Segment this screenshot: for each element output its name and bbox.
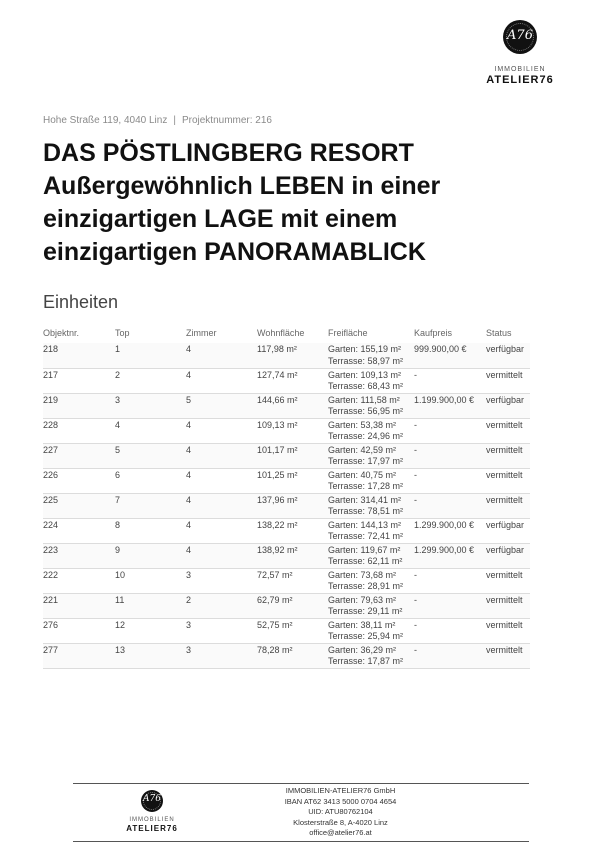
cell-top-top: 5: [115, 444, 121, 455]
cell-freiflaeche: [328, 443, 414, 468]
footer-uid: UID: ATU80762104: [308, 807, 373, 816]
cell-kaufpreis: [414, 593, 486, 618]
cell-status: [486, 443, 530, 468]
cell-kaufpreis: [414, 568, 486, 593]
cell-status-status: verfügbar: [486, 394, 525, 405]
cell-status: [486, 493, 530, 518]
cell-objektnr-obj: 222: [43, 569, 59, 580]
footer-monogram-icon: [141, 790, 163, 812]
cell-freiflaeche-garten: Garten: 36,29 m²: [328, 644, 397, 655]
cell-status: [486, 618, 530, 643]
cell-wohnflaeche: [257, 568, 328, 593]
cell-zimmer-zimmer: 3: [186, 644, 192, 655]
cell-objektnr-obj: 224: [43, 519, 59, 530]
cell-objektnr-obj: 226: [43, 469, 59, 480]
footer-logo: [122, 790, 182, 833]
cell-zimmer: [186, 568, 257, 593]
cell-objektnr: [43, 443, 115, 468]
cell-freiflaeche-garten: Garten: 79,63 m²: [328, 594, 397, 605]
footer-divider-bottom: [73, 841, 529, 842]
col-zimmer: Zimmer: [186, 328, 217, 338]
cell-top-top: 6: [115, 469, 121, 480]
cell-wohnflaeche-wohnflaeche: 138,92 m²: [257, 544, 298, 555]
cell-status: [486, 343, 530, 368]
cell-objektnr: [43, 343, 115, 368]
cell-status-status: vermittelt: [486, 494, 523, 505]
cell-zimmer: [186, 418, 257, 443]
cell-freiflaeche-garten: Garten: 42,59 m²: [328, 444, 397, 455]
table-header-row: [43, 328, 530, 343]
cell-objektnr: [43, 418, 115, 443]
cell-wohnflaeche-wohnflaeche: 117,98 m²: [257, 344, 297, 354]
cell-freiflaeche-terrasse: Terrasse: 68,43 m²: [328, 381, 404, 391]
cell-kaufpreis: [414, 518, 486, 543]
cell-zimmer: [186, 493, 257, 518]
cell-zimmer: [186, 468, 257, 493]
cell-status: [486, 593, 530, 618]
brand-monogram: A76: [507, 28, 533, 43]
cell-status: [486, 468, 530, 493]
cell-objektnr-obj: 228: [43, 419, 59, 430]
table-row: [43, 468, 530, 493]
cell-status-status: vermittelt: [486, 419, 523, 430]
title-line: einzigartigen LAGE mit einem: [43, 205, 398, 233]
cell-kaufpreis-kaufpreis: -: [414, 469, 417, 480]
cell-zimmer: [186, 343, 257, 368]
cell-objektnr: [43, 518, 115, 543]
cell-top-top: 11: [115, 594, 125, 605]
cell-top: [115, 518, 186, 543]
col-wohnflaeche: Wohnfläche: [257, 328, 305, 338]
brand-logo: [486, 20, 554, 86]
cell-top: [115, 568, 186, 593]
cell-wohnflaeche: [257, 643, 328, 668]
cell-kaufpreis-kaufpreis: -: [414, 644, 417, 655]
footer-address: Klosterstraße 8, A-4020 Linz: [293, 817, 388, 827]
project-address: Hohe Straße 119, 4040 Linz: [43, 115, 168, 126]
col-kaufpreis: Kaufpreis: [414, 328, 453, 338]
cell-objektnr: [43, 368, 115, 393]
cell-wohnflaeche-wohnflaeche: 137,96 m²: [257, 494, 298, 505]
project-meta: [43, 115, 272, 126]
cell-zimmer-zimmer: 2: [186, 594, 192, 605]
cell-top: [115, 343, 186, 368]
cell-kaufpreis-kaufpreis: 1.299.900,00 €: [414, 519, 475, 530]
cell-status-status: verfügbar: [486, 344, 525, 354]
cell-freiflaeche-garten: Garten: 155,19 m²: [328, 344, 402, 354]
cell-freiflaeche: [328, 543, 414, 568]
cell-objektnr: [43, 593, 115, 618]
cell-top: [115, 643, 186, 668]
cell-freiflaeche-terrasse: Terrasse: 29,11 m²: [328, 606, 403, 616]
cell-top: [115, 368, 186, 393]
cell-freiflaeche: [328, 568, 414, 593]
cell-top: [115, 593, 186, 618]
cell-freiflaeche: [328, 393, 414, 418]
cell-freiflaeche: [328, 368, 414, 393]
table-row: [43, 418, 530, 443]
cell-objektnr: [43, 618, 115, 643]
cell-status: [486, 518, 530, 543]
footer-iban: IBAN AT62 3413 5000 0704 4654: [284, 796, 397, 806]
cell-objektnr-obj: 277: [43, 644, 59, 655]
table-row: [43, 493, 530, 518]
cell-wohnflaeche: [257, 418, 328, 443]
cell-kaufpreis-kaufpreis: -: [414, 594, 417, 605]
table-row: [43, 343, 530, 368]
footer-contact: [268, 786, 413, 839]
cell-status-status: vermittelt: [486, 444, 523, 455]
cell-zimmer-zimmer: 4: [186, 519, 192, 530]
cell-freiflaeche-garten: Garten: 111,58 m²: [328, 394, 400, 405]
cell-wohnflaeche-wohnflaeche: 101,25 m²: [257, 469, 298, 480]
cell-kaufpreis: [414, 543, 486, 568]
cell-status-status: vermittelt: [486, 644, 523, 655]
cell-objektnr-obj: 217: [43, 369, 59, 380]
cell-freiflaeche: [328, 593, 414, 618]
cell-top: [115, 543, 186, 568]
cell-objektnr-obj: 276: [43, 619, 59, 630]
cell-wohnflaeche-wohnflaeche: 52,75 m²: [257, 619, 293, 630]
cell-top-top: 13: [115, 644, 126, 655]
cell-status-status: vermittelt: [486, 369, 523, 380]
cell-wohnflaeche-wohnflaeche: 138,22 m²: [257, 519, 298, 530]
cell-top: [115, 443, 186, 468]
cell-zimmer-zimmer: 4: [186, 369, 192, 380]
cell-top-top: 8: [115, 519, 121, 530]
footer-brand-name: ATELIER76: [126, 824, 178, 833]
cell-status: [486, 418, 530, 443]
cell-kaufpreis: [414, 418, 486, 443]
cell-top-top: 9: [115, 544, 121, 555]
cell-objektnr-obj: 223: [43, 544, 59, 555]
cell-wohnflaeche: [257, 543, 328, 568]
table-row: [43, 593, 530, 618]
cell-kaufpreis-kaufpreis: 1.199.900,00 €: [414, 394, 475, 405]
cell-freiflaeche-garten: Garten: 40,75 m²: [328, 469, 397, 480]
cell-kaufpreis-kaufpreis: -: [414, 419, 417, 430]
cell-top: [115, 618, 186, 643]
footer-email[interactable]: office@atelier76.at: [309, 828, 372, 837]
cell-kaufpreis: [414, 368, 486, 393]
cell-freiflaeche: [328, 518, 414, 543]
cell-freiflaeche-terrasse: Terrasse: 17,28 m²: [328, 481, 404, 491]
table-row: [43, 643, 530, 668]
cell-objektnr: [43, 468, 115, 493]
cell-wohnflaeche-wohnflaeche: 109,13 m²: [257, 419, 298, 430]
cell-wohnflaeche: [257, 368, 328, 393]
cell-objektnr-obj: 227: [43, 444, 59, 455]
cell-freiflaeche-garten: Garten: 144,13 m²: [328, 519, 402, 530]
cell-top-top: 2: [115, 369, 121, 380]
table-row: [43, 518, 530, 543]
cell-status-status: vermittelt: [486, 469, 523, 480]
project-number: Projektnummer: 216: [181, 115, 272, 126]
cell-top-top: 12: [115, 619, 126, 630]
cell-objektnr: [43, 393, 115, 418]
cell-kaufpreis-kaufpreis: -: [414, 444, 417, 455]
cell-zimmer: [186, 593, 257, 618]
cell-status-status: vermittelt: [486, 569, 523, 580]
cell-kaufpreis: [414, 443, 486, 468]
cell-zimmer-zimmer: 4: [186, 544, 192, 555]
cell-kaufpreis: [414, 393, 486, 418]
cell-freiflaeche-terrasse: Terrasse: 25,94 m²: [328, 631, 404, 641]
meta-separator: |: [173, 115, 176, 126]
table-row: [43, 618, 530, 643]
cell-zimmer: [186, 643, 257, 668]
cell-top-top: 7: [115, 494, 121, 505]
cell-zimmer-zimmer: 4: [186, 419, 192, 430]
cell-zimmer: [186, 393, 257, 418]
cell-zimmer: [186, 518, 257, 543]
footer-divider-top: [73, 783, 529, 784]
footer-company: IMMOBILIEN-ATELIER76 GmbH: [285, 786, 396, 795]
cell-freiflaeche-garten: Garten: 314,41 m²: [328, 494, 402, 505]
cell-top: [115, 468, 186, 493]
cell-objektnr-obj: 225: [43, 494, 59, 505]
cell-wohnflaeche-wohnflaeche: 127,74 m²: [257, 369, 298, 380]
cell-top: [115, 393, 186, 418]
cell-freiflaeche-terrasse: Terrasse: 72,41 m²: [328, 531, 404, 541]
cell-wohnflaeche: [257, 618, 328, 643]
brand-monogram-icon: [503, 20, 537, 54]
cell-objektnr-obj: 221: [43, 594, 59, 605]
col-objektnr: Objektnr.: [43, 328, 80, 338]
cell-zimmer: [186, 368, 257, 393]
col-freiflaeche: Freifläche: [328, 328, 368, 338]
col-top: Top: [115, 328, 130, 338]
cell-status: [486, 543, 530, 568]
cell-freiflaeche: [328, 643, 414, 668]
cell-kaufpreis: [414, 468, 486, 493]
cell-freiflaeche-terrasse: Terrasse: 17,87 m²: [328, 656, 404, 666]
cell-status-status: vermittelt: [486, 619, 523, 630]
table-row: [43, 368, 530, 393]
units-table: [43, 328, 530, 669]
table-row: [43, 443, 530, 468]
cell-objektnr: [43, 643, 115, 668]
cell-freiflaeche-terrasse: Terrasse: 78,51 m²: [328, 506, 404, 516]
cell-wohnflaeche-wohnflaeche: 101,17 m²: [257, 444, 298, 455]
cell-freiflaeche-garten: Garten: 73,68 m²: [328, 569, 397, 580]
page-title: [43, 137, 563, 269]
cell-freiflaeche-terrasse: Terrasse: 56,95 m²: [328, 406, 404, 416]
cell-wohnflaeche: [257, 343, 328, 368]
brand-sub: IMMOBILIEN: [494, 66, 546, 73]
cell-kaufpreis-kaufpreis: -: [414, 569, 417, 580]
col-status: Status: [486, 328, 512, 338]
cell-freiflaeche: [328, 618, 414, 643]
cell-freiflaeche-terrasse: Terrasse: 28,91 m²: [328, 581, 404, 591]
cell-wohnflaeche-wohnflaeche: 72,57 m²: [257, 569, 293, 580]
title-line: einzigartigen PANORAMABLICK: [43, 238, 426, 266]
cell-kaufpreis: [414, 643, 486, 668]
cell-zimmer-zimmer: 3: [186, 619, 192, 630]
cell-kaufpreis-kaufpreis: 1.299.900,00 €: [414, 544, 475, 555]
table-row: [43, 543, 530, 568]
cell-objektnr: [43, 543, 115, 568]
cell-status-status: verfügbar: [486, 519, 525, 530]
cell-kaufpreis: [414, 493, 486, 518]
cell-objektnr: [43, 568, 115, 593]
cell-status: [486, 368, 530, 393]
cell-wohnflaeche: [257, 493, 328, 518]
cell-kaufpreis-kaufpreis: -: [414, 494, 417, 505]
cell-top-top: 3: [115, 394, 121, 405]
cell-objektnr-obj: 218: [43, 344, 59, 354]
cell-status-status: verfügbar: [486, 544, 525, 555]
cell-zimmer-zimmer: 4: [186, 469, 192, 480]
cell-zimmer: [186, 443, 257, 468]
cell-freiflaeche-terrasse: Terrasse: 17,97 m²: [328, 456, 404, 466]
cell-wohnflaeche-wohnflaeche: 62,79 m²: [257, 594, 293, 605]
cell-kaufpreis: [414, 343, 486, 368]
cell-zimmer-zimmer: 3: [186, 569, 192, 580]
cell-objektnr-obj: 219: [43, 394, 59, 405]
table-row: [43, 393, 530, 418]
cell-freiflaeche: [328, 468, 414, 493]
cell-kaufpreis-kaufpreis: 999.900,00 €: [414, 344, 467, 354]
cell-freiflaeche-garten: Garten: 119,67 m²: [328, 544, 401, 555]
cell-status: [486, 393, 530, 418]
cell-zimmer: [186, 618, 257, 643]
cell-freiflaeche-garten: Garten: 53,38 m²: [328, 419, 397, 430]
cell-zimmer-zimmer: 4: [186, 444, 192, 455]
cell-status: [486, 568, 530, 593]
cell-wohnflaeche-wohnflaeche: 78,28 m²: [257, 644, 293, 655]
cell-kaufpreis-kaufpreis: -: [414, 619, 417, 630]
title-line: DAS PÖSTLINGBERG RESORT: [43, 139, 414, 167]
cell-wohnflaeche: [257, 443, 328, 468]
cell-wohnflaeche: [257, 393, 328, 418]
cell-kaufpreis: [414, 618, 486, 643]
cell-status-status: vermittelt: [486, 594, 523, 605]
cell-freiflaeche: [328, 418, 414, 443]
cell-wohnflaeche: [257, 593, 328, 618]
cell-wohnflaeche: [257, 518, 328, 543]
cell-wohnflaeche: [257, 468, 328, 493]
cell-freiflaeche: [328, 493, 414, 518]
cell-freiflaeche: [328, 343, 414, 368]
table-row: [43, 568, 530, 593]
cell-top: [115, 418, 186, 443]
cell-kaufpreis-kaufpreis: -: [414, 369, 417, 380]
cell-objektnr: [43, 493, 115, 518]
cell-zimmer-zimmer: 4: [186, 344, 192, 354]
cell-status: [486, 643, 530, 668]
cell-zimmer-zimmer: 4: [186, 494, 192, 505]
cell-zimmer: [186, 543, 257, 568]
brand-name: ATELIER76: [486, 74, 554, 86]
cell-top-top: 4: [115, 419, 121, 430]
cell-freiflaeche-terrasse: Terrasse: 62,11 m²: [328, 556, 403, 566]
cell-freiflaeche-garten: Garten: 38,11 m²: [328, 619, 396, 630]
cell-freiflaeche-terrasse: Terrasse: 58,97 m²: [328, 355, 404, 366]
footer-brand-sub: IMMOBILIEN: [129, 817, 175, 823]
section-title: Einheiten: [43, 292, 119, 312]
cell-wohnflaeche-wohnflaeche: 144,66 m²: [257, 394, 298, 405]
cell-freiflaeche-garten: Garten: 109,13 m²: [328, 369, 402, 380]
title-line: Außergewöhnlich LEBEN in einer: [43, 172, 441, 200]
cell-zimmer-zimmer: 5: [186, 394, 192, 405]
cell-freiflaeche-terrasse: Terrasse: 24,96 m²: [328, 431, 404, 441]
cell-top-top: 10: [115, 569, 126, 580]
footer-monogram: A76: [143, 794, 161, 804]
cell-top: [115, 493, 186, 518]
cell-top-top: 1: [115, 344, 121, 354]
